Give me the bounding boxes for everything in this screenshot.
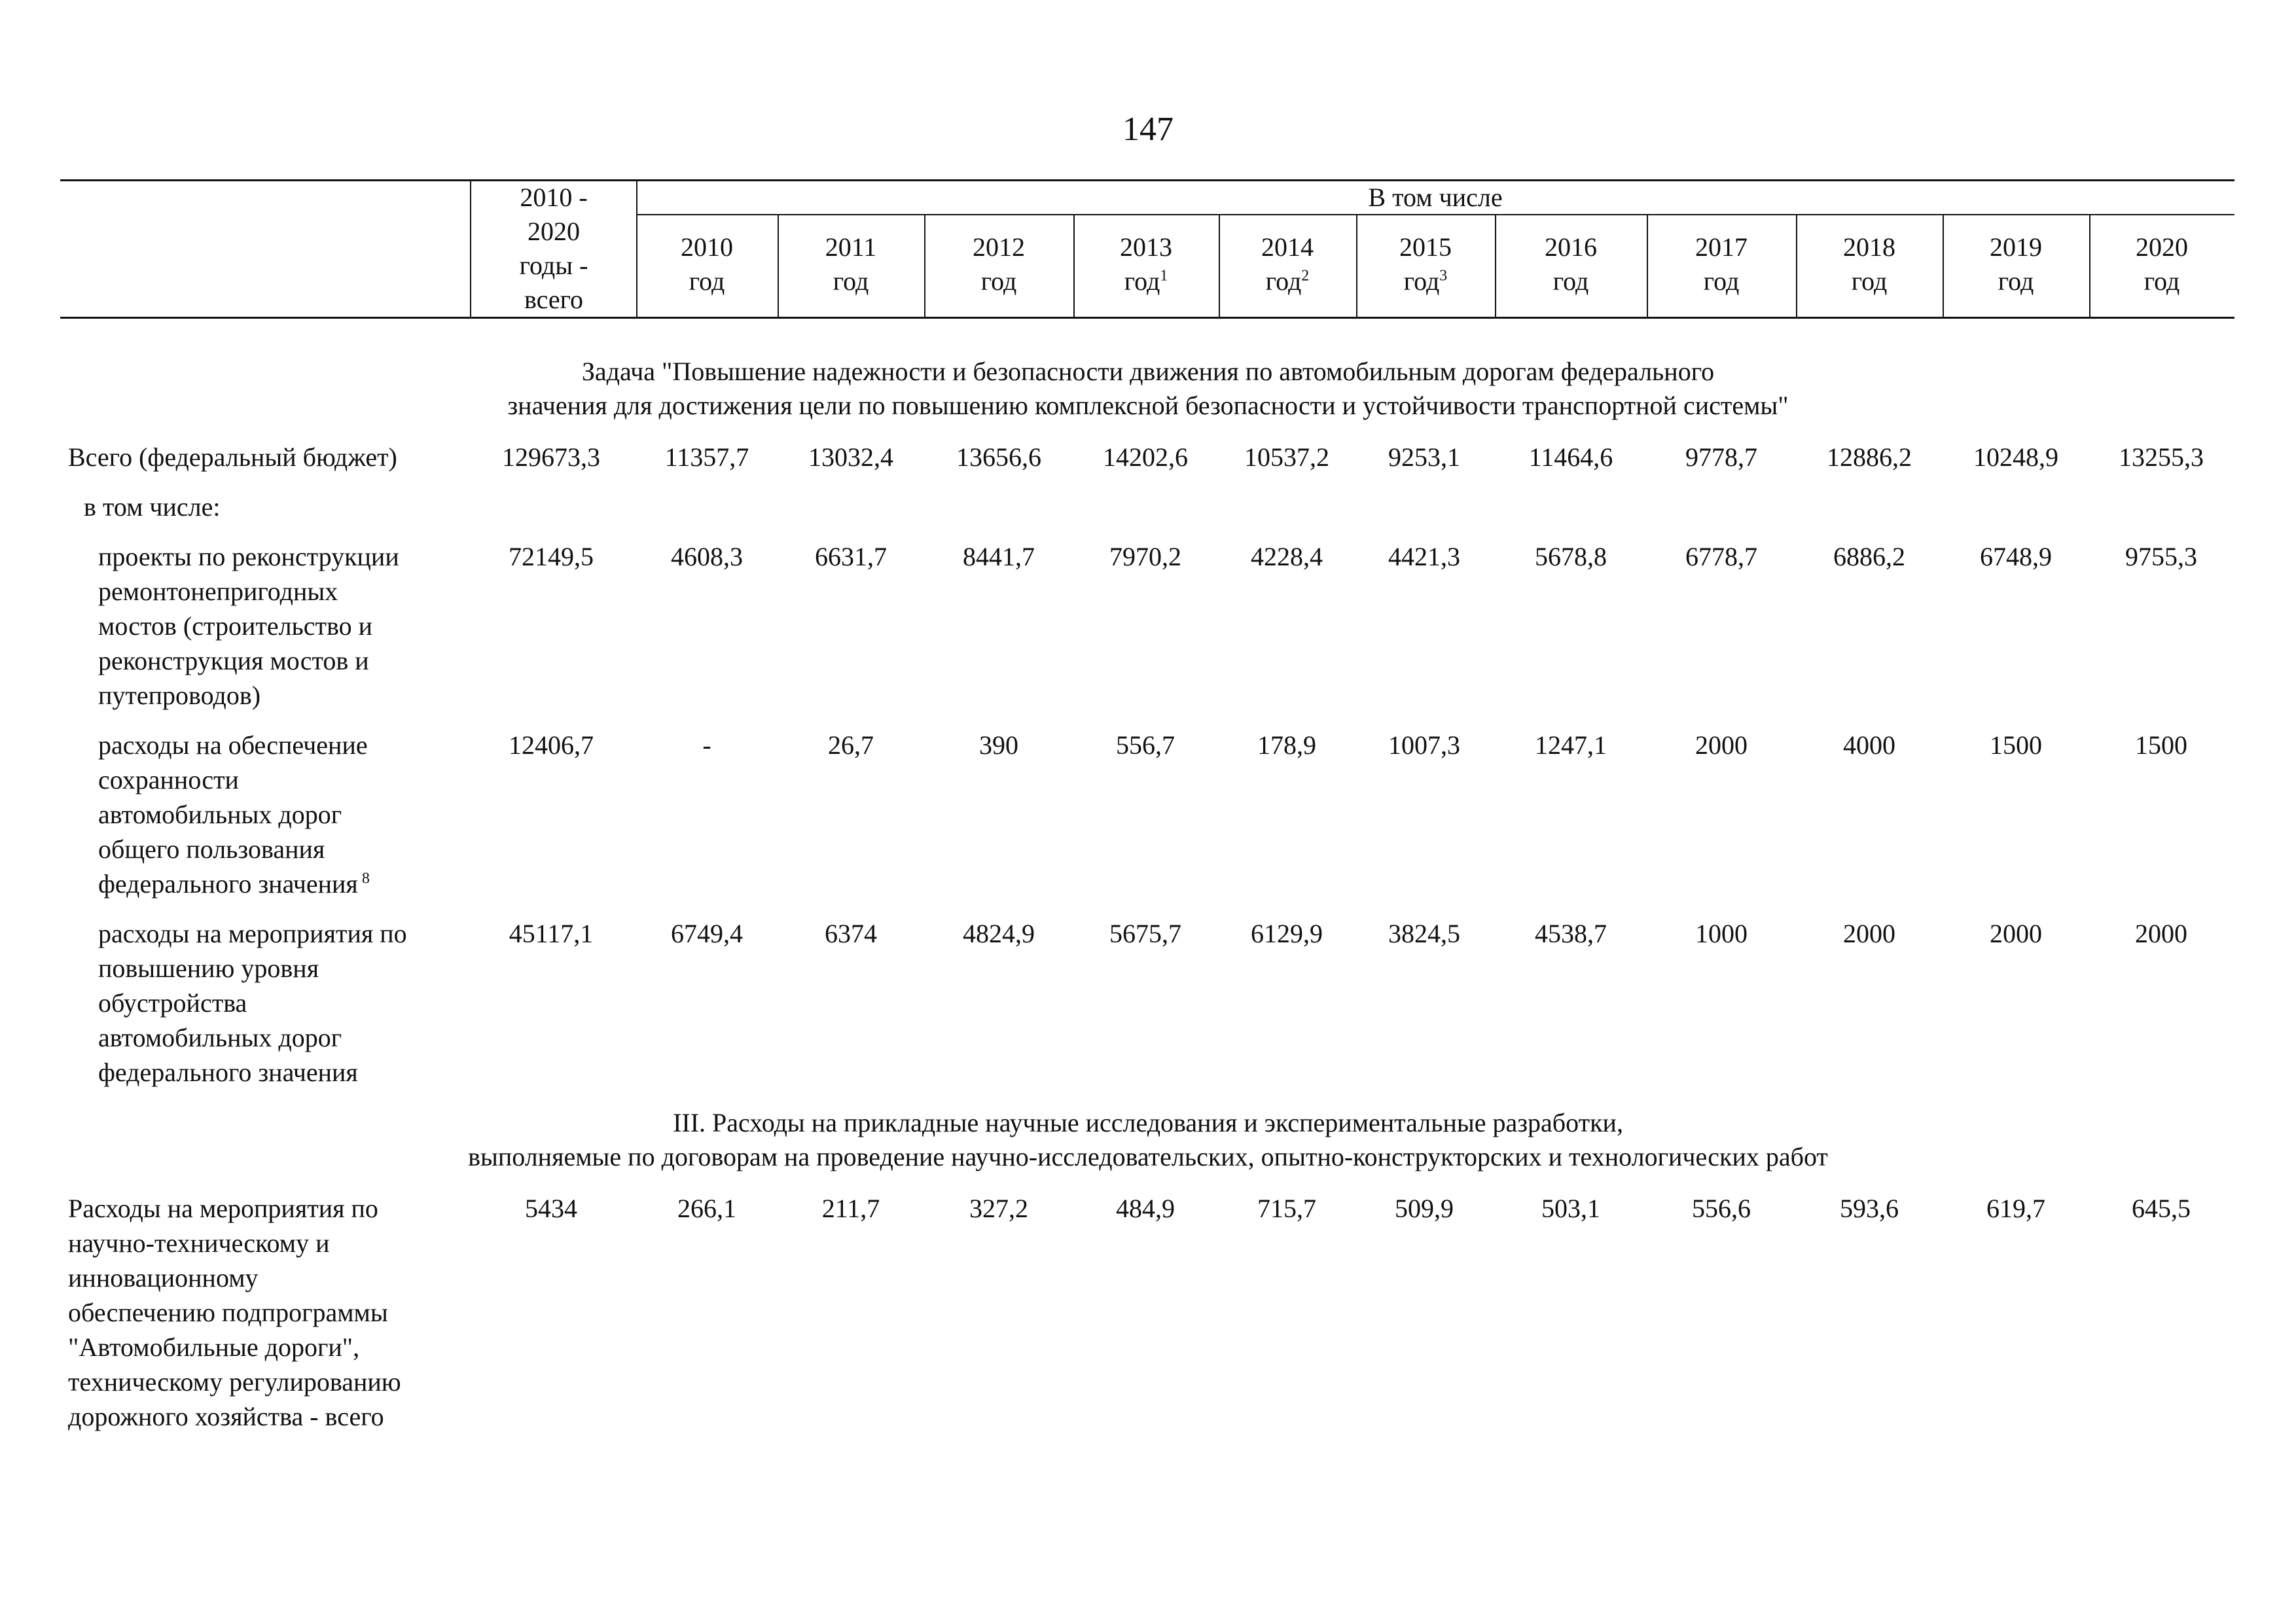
table-cell: 2000 <box>2135 919 2187 948</box>
table-cell: 390 <box>979 730 1018 760</box>
header-year-word: год <box>1552 266 1589 296</box>
table-cell: 3824,5 <box>1388 919 1460 948</box>
table-cell: 9755,3 <box>2125 542 2197 571</box>
row-label: расходы на мероприятия по повышению уровня обустройства автомобильных дорог федерального значения <box>98 919 407 1087</box>
header-year-2019 <box>1943 230 2089 298</box>
header-year-word: год <box>689 266 725 296</box>
header-year-number: 2016 <box>1545 232 1597 262</box>
table-cell: 1000 <box>1695 919 1748 948</box>
header-year-number: 2013 <box>1120 232 1172 262</box>
table-cell: 6631,7 <box>815 542 887 571</box>
header-year-number: 2014 <box>1261 232 1314 262</box>
table-cell: 9253,1 <box>1388 442 1460 472</box>
header-year-word: год$^2$ <box>1265 266 1310 296</box>
section2-title-line1: III. Расходы на прикладные научные исследования и экспериментальные разработки, <box>673 1108 1623 1137</box>
table-cell: 5434 <box>525 1194 577 1223</box>
header-year-2018 <box>1796 230 1943 298</box>
header-subgroup: В том числе <box>1368 183 1503 212</box>
table-cell: 2000 <box>1990 919 2042 948</box>
table-cell: 1500 <box>2135 730 2187 760</box>
header-year-word: год <box>1998 266 2034 296</box>
header-year-number: 2015 <box>1399 232 1452 262</box>
row-label: в том числе: <box>84 492 221 522</box>
table-cell: 1247,1 <box>1535 730 1607 760</box>
table-cell: 1500 <box>1990 730 2042 760</box>
table-cell: 6374 <box>825 919 877 948</box>
footnote-marker: 8 <box>357 870 370 887</box>
header-year-number: 2018 <box>1843 232 1895 262</box>
table-cell: 266,1 <box>677 1194 736 1223</box>
table-cell: 509,9 <box>1395 1194 1454 1223</box>
footnote-marker: 3 <box>1439 267 1448 285</box>
header-year-2011 <box>778 230 924 298</box>
table-cell: 6129,9 <box>1251 919 1323 948</box>
header-year-number: 2010 <box>681 232 733 262</box>
header-year-2010 <box>636 230 778 298</box>
header-year-word: год <box>1703 266 1740 296</box>
table-cell: 8441,7 <box>963 542 1035 571</box>
table-cell: 484,9 <box>1116 1194 1175 1223</box>
header-year-2012 <box>924 230 1073 298</box>
table-cell: 6886,2 <box>1833 542 1905 571</box>
header-year-word: год$^3$ <box>1403 266 1448 296</box>
table-cell: 12406,7 <box>509 730 594 760</box>
section-title-line1: Задача "Повышение надежности и безопасности движения по автомобильным дорогам федерального <box>581 357 1715 386</box>
table-cell: 72149,5 <box>509 542 594 571</box>
table-cell: 1007,3 <box>1388 730 1460 760</box>
footnote-marker: 2 <box>1301 267 1310 285</box>
table-cell: 4228,4 <box>1251 542 1323 571</box>
page-number: 147 <box>1122 111 1174 148</box>
header-total-col: 2010 - 2020 годы - всего <box>519 183 588 314</box>
header-year-2013 <box>1073 230 1219 298</box>
table-cell: 14202,6 <box>1103 442 1188 472</box>
table-cell: 129673,3 <box>502 442 600 472</box>
row-label: Расходы на мероприятия по научно-техническому и инновационному обеспечению подпрограммы "Автомобильные дороги", техническому регулированию дорожного хозяйства - всего <box>68 1194 401 1431</box>
header-year-number: 2017 <box>1695 232 1748 262</box>
table-cell: 45117,1 <box>509 919 594 948</box>
table-cell: 10537,2 <box>1244 442 1329 472</box>
table-cell: 556,6 <box>1692 1194 1751 1223</box>
table-cell: 2000 <box>1843 919 1895 948</box>
table-cell: 11357,7 <box>664 442 749 472</box>
section-title-line2: значения для достижения цели по повышению комплексной безопасности и устойчивости транспортной системы" <box>507 391 1789 420</box>
header-year-2014 <box>1219 230 1356 298</box>
table-cell: 6749,4 <box>671 919 743 948</box>
table-cell: 619,7 <box>1986 1194 2045 1223</box>
table-cell: 4421,3 <box>1388 542 1460 571</box>
header-year-number: 2011 <box>825 232 877 262</box>
row-label: расходы на обеспечение сохранности автомобильных дорог общего пользования федерального значения $^8$ <box>98 730 370 899</box>
table-cell: 503,1 <box>1541 1194 1600 1223</box>
header-year-word: год <box>1851 266 1888 296</box>
table-cell: 5678,8 <box>1535 542 1607 571</box>
table-cell: 6778,7 <box>1685 542 1757 571</box>
table-cell: 9778,7 <box>1685 442 1757 472</box>
table-cell: 4000 <box>1843 730 1895 760</box>
header-year-number: 2019 <box>1990 232 2042 262</box>
table-cell: 26,7 <box>828 730 874 760</box>
table-cell: 10248,9 <box>1973 442 2058 472</box>
table-cell: 7970,2 <box>1109 542 1181 571</box>
table-cell: 2000 <box>1695 730 1748 760</box>
header-year-number: 2020 <box>2136 232 2188 262</box>
table-cell: 11464,6 <box>1528 442 1613 472</box>
header-year-2016 <box>1495 230 1647 298</box>
header-year-2017 <box>1647 230 1796 298</box>
table-cell: 5675,7 <box>1109 919 1181 948</box>
table-cell: 327,2 <box>969 1194 1028 1223</box>
table-cell: 556,7 <box>1116 730 1175 760</box>
row-label: проекты по реконструкции ремонтонепригодных мостов (строительство и реконструкция мостов и путепроводов) <box>98 542 399 710</box>
table-cell: 645,5 <box>2132 1194 2191 1223</box>
footnote-marker: 1 <box>1160 267 1168 285</box>
table-cell: 4608,3 <box>671 542 743 571</box>
section2-title-line2: выполняемые по договорам на проведение научно-исследовательских, опытно-конструкторских и технологических работ <box>468 1142 1828 1171</box>
header-year-word: год <box>833 266 869 296</box>
header-year-2020 <box>2089 230 2234 298</box>
table-cell: 12886,2 <box>1827 442 1912 472</box>
table-cell: 4538,7 <box>1535 919 1607 948</box>
table-cell: 4824,9 <box>963 919 1035 948</box>
table-cell: 211,7 <box>821 1194 880 1223</box>
table-cell: 593,6 <box>1840 1194 1899 1223</box>
header-year-word: год <box>980 266 1017 296</box>
header-year-word: год <box>2144 266 2180 296</box>
header-year-2015 <box>1356 230 1495 298</box>
header-bottom-rule <box>60 317 2234 319</box>
table-cell: 6748,9 <box>1980 542 2052 571</box>
table-cell: 178,9 <box>1257 730 1316 760</box>
table-cell: 13032,4 <box>808 442 893 472</box>
header-year-word: год$^1$ <box>1124 266 1168 296</box>
table-cell: - <box>702 730 711 760</box>
table-cell: 13656,6 <box>956 442 1041 472</box>
table-cell: 13255,3 <box>2119 442 2204 472</box>
table-cell: 715,7 <box>1257 1194 1316 1223</box>
row-label: Всего (федеральный бюджет) <box>68 442 397 472</box>
header-year-number: 2012 <box>973 232 1025 262</box>
